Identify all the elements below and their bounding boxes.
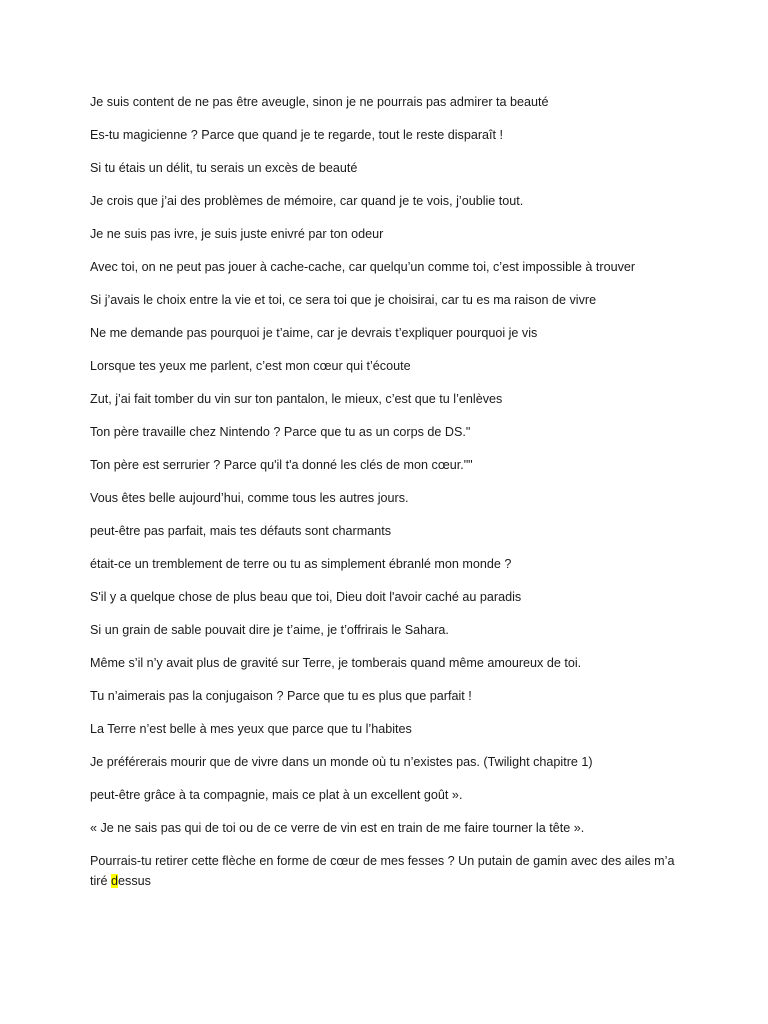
text-line-18: Même s’il n’y avait plus de gravité sur Terre, je tomberais quand même amoureux de toi. [90, 656, 582, 670]
text-line-11: Ton père travaille chez Nintendo ? Parce que tu as un corps de DS." [90, 425, 471, 439]
text-line-22: peut-être grâce à ta compagnie, mais ce plat à un excellent goût ». [90, 788, 463, 802]
text-line-14: peut-être pas parfait, mais tes défauts sont charmants [90, 524, 392, 538]
text-line-21: Je préférerais mourir que de vivre dans un monde où tu n’existes pas. (Twilight chapitre 1) [90, 755, 593, 769]
text-line-24 [90, 851, 690, 891]
text-line-10: Zut, j’ai fait tomber du vin sur ton pantalon, le mieux, c’est que tu l’enlèves [90, 392, 503, 406]
text-line-12: Ton père est serrurier ? Parce qu'il t'a donné les clés de mon cœur."" [90, 458, 473, 472]
text-line-13: Vous êtes belle aujourd’hui, comme tous les autres jours. [90, 491, 409, 505]
text-line-16: S'il y a quelque chose de plus beau que toi, Dieu doit l'avoir caché au paradis [90, 590, 522, 604]
text-line-7: Si j’avais le choix entre la vie et toi, ce sera toi que je choisirai, car tu es ma raison de vivre [90, 293, 597, 307]
text-line-19: Tu n’aimerais pas la conjugaison ? Parce que tu es plus que parfait ! [90, 689, 472, 703]
highlighted-text: d [111, 874, 119, 888]
text-line-2: Es-tu magicienne ? Parce que quand je te regarde, tout le reste disparaît ! [90, 128, 504, 142]
pickup-lines-list [90, 92, 690, 904]
text-line-4: Je crois que j’ai des problèmes de mémoire, car quand je te vois, j’oublie tout. [90, 194, 524, 208]
text-line-17: Si un grain de sable pouvait dire je t’aime, je t’offrirais le Sahara. [90, 623, 449, 637]
text-line-15: était-ce un tremblement de terre ou tu as simplement ébranlé mon monde ? [90, 557, 512, 571]
text-line-20: La Terre n’est belle à mes yeux que parce que tu l’habites [90, 722, 412, 736]
text-line-24-end: essus [118, 874, 151, 888]
text-line-23: « Je ne sais pas qui de toi ou de ce verre de vin est en train de me faire tourner la tête ». [90, 821, 585, 835]
text-line-24-start: Pourrais-tu retirer cette flèche en forme de cœur de mes fesses ? Un putain de gamin avec des ailes m’a tiré [90, 854, 675, 888]
text-line-3: Si tu étais un délit, tu serais un excès de beauté [90, 161, 358, 175]
text-line-9: Lorsque tes yeux me parlent, c’est mon cœur qui t’écoute [90, 359, 411, 373]
text-line-1: Je suis content de ne pas être aveugle, sinon je ne pourrais pas admirer ta beauté [90, 95, 549, 109]
text-line-5: Je ne suis pas ivre, je suis juste enivré par ton odeur [90, 227, 384, 241]
text-line-8: Ne me demande pas pourquoi je t’aime, car je devrais t’expliquer pourquoi je vis [90, 326, 538, 340]
text-line-6: Avec toi, on ne peut pas jouer à cache-cache, car quelqu’un comme toi, c’est impossible à trouver [90, 260, 636, 274]
